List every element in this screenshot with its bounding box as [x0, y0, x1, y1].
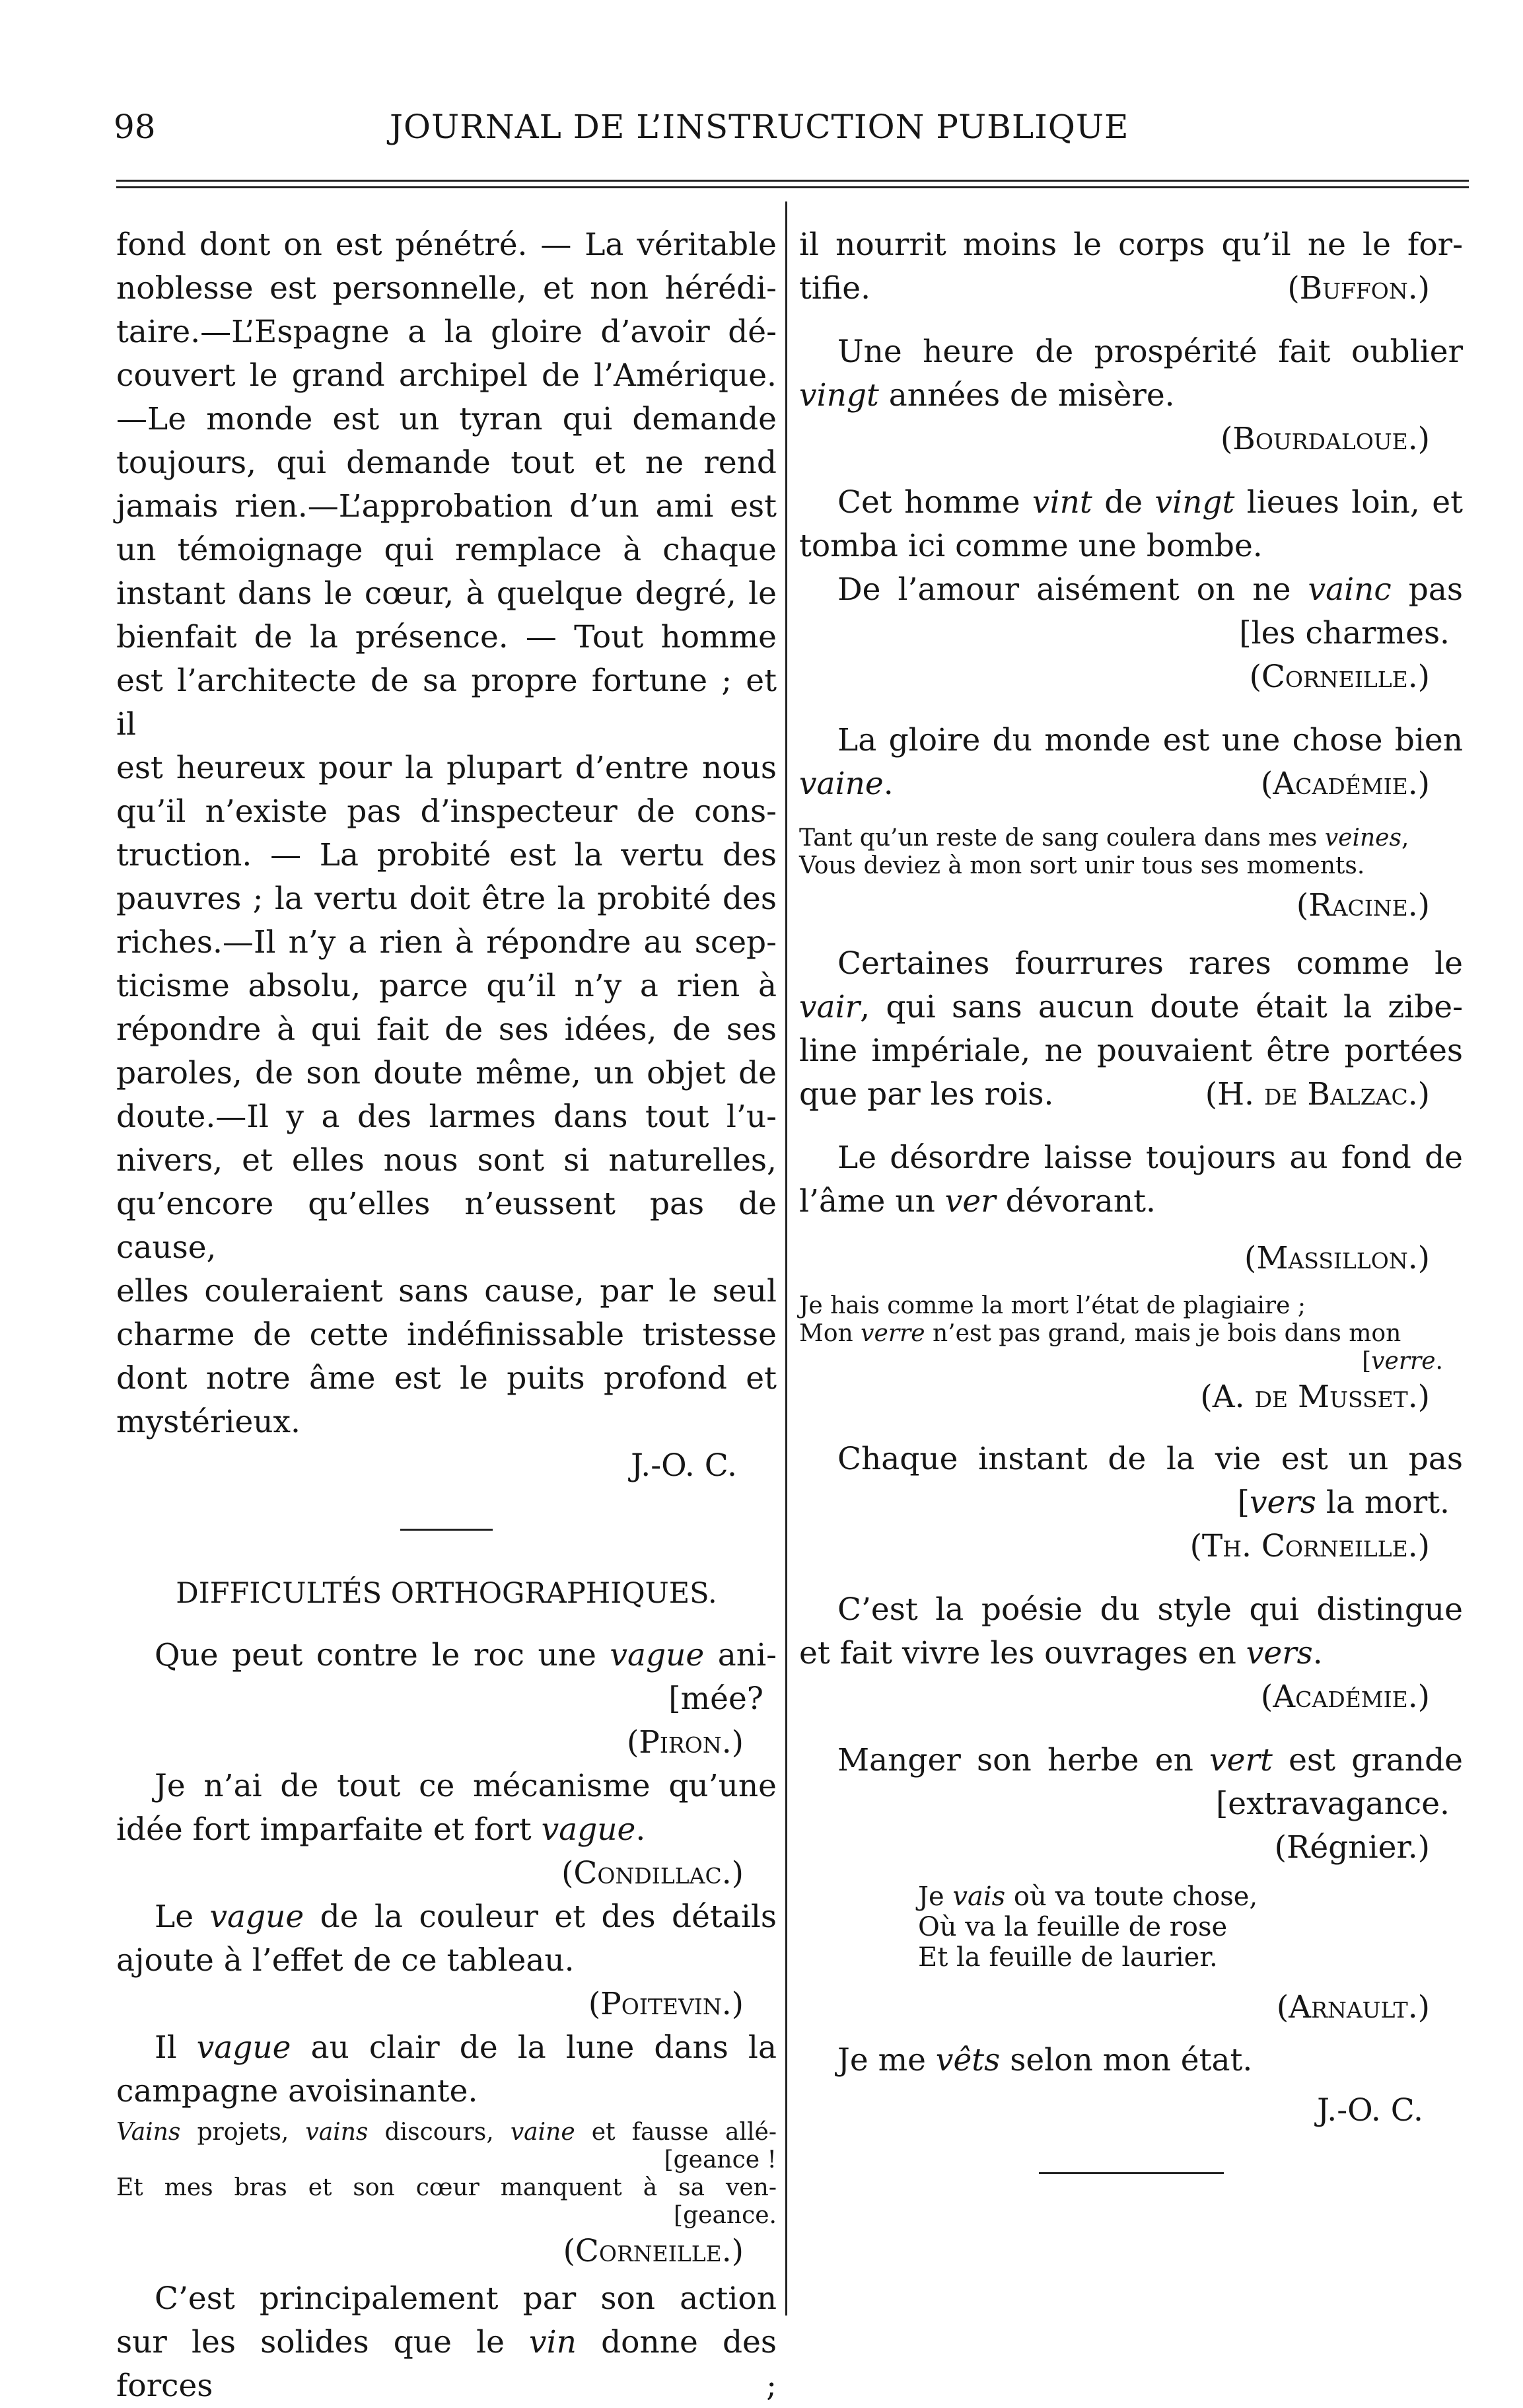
- quote-author: (Th. Corneille.): [1189, 1528, 1430, 1564]
- quote-author: (A. de Musset.): [1200, 1379, 1430, 1415]
- paragraph-line: nivers, et elles nous sont si naturelles,: [116, 1142, 777, 1179]
- quote-author: (Académie.): [1260, 766, 1430, 802]
- quote-author: (Poitevin.): [588, 1986, 744, 2022]
- quote-line: C’est principalement par son action: [155, 2280, 777, 2317]
- continuation-paragraph: [116, 223, 777, 1401]
- quote-continuation: [mée?: [668, 1681, 763, 1717]
- paragraph-line: couvert le grand archipel de l’Amérique.: [116, 357, 777, 394]
- paragraph-line: pauvres ; la vertu doit être la probité des: [116, 881, 777, 917]
- quote-author: (Condillac.): [561, 1855, 744, 1891]
- signature: J.-O. C.: [1317, 2092, 1423, 2129]
- paragraph-line: un témoignage qui remplace à chaque: [116, 532, 777, 568]
- left-column: [116, 223, 777, 2408]
- quote-line: l’âme un ver dévorant.: [799, 1183, 1156, 1220]
- quote-massillon: [799, 1136, 1463, 1280]
- quote-bourdaloue: [799, 330, 1463, 461]
- quote-line: et fait vivre les ouvrages en vers.: [799, 1635, 1323, 1671]
- paragraph-line: qu’encore qu’elles n’eussent pas de cause,: [116, 1186, 777, 1266]
- quote-line: Le vague de la couleur et des détails: [155, 1899, 777, 1935]
- quote-line-with-author: tifie. (Buffon.): [799, 267, 1463, 310]
- quote-line-with-author: que par les rois. (H. de Balzac.): [799, 1073, 1463, 1116]
- right-column: [799, 223, 1463, 2174]
- quote-line: tomba ici comme une bombe.: [799, 528, 1263, 564]
- verse-line: Et mes bras et son cœur manquent à sa ven-: [116, 2174, 777, 2201]
- quote-author: (Racine.): [1296, 887, 1430, 924]
- paragraph-line: est l’architecte de sa propre fortune ; et il: [116, 663, 777, 743]
- paragraph-line: paroles, de son doute même, un objet de: [116, 1055, 777, 1091]
- verse-continuation: [verre.: [1362, 1348, 1443, 1375]
- quote-author: (Corneille.): [1249, 659, 1430, 695]
- quote-line: vair, qui sans aucun doute était la zibe-: [799, 989, 1463, 1025]
- quote-line: campagne avoisinante.: [116, 2073, 478, 2109]
- paragraph-line: est heureux pour la plupart d’entre nous: [116, 750, 777, 786]
- quote-line: sur les solides que le vin donne des forces ;: [116, 2324, 777, 2404]
- quote-th-corneille: [799, 1438, 1463, 1568]
- paragraph-line: dont notre âme est le puits profond et: [116, 1360, 777, 1397]
- poem-line: Je vais où va toute chose,: [918, 1881, 1258, 1912]
- quote-buffon: [799, 223, 1463, 310]
- quote-continuation: [vers la mort.: [1237, 1484, 1450, 1521]
- paragraph-line: doute.—Il y a des larmes dans tout l’u-: [116, 1099, 777, 1135]
- quote-line: Je n’ai de tout ce mécanisme qu’une: [155, 1768, 777, 1804]
- quote-corneille-verse: [116, 2119, 777, 2230]
- quote-line: C’est la poésie du style qui distingue: [837, 1591, 1463, 1628]
- paragraph-line: qu’il n’existe pas d’inspecteur de cons-: [116, 793, 777, 830]
- column-divider: [785, 201, 787, 2316]
- quote-continuation: [les charmes.: [1239, 615, 1450, 651]
- quote-author: (Massillon.): [1244, 1240, 1430, 1276]
- quote-condillac: [116, 1765, 777, 1895]
- end-separator: [1039, 2172, 1224, 2174]
- paragraph-line: —Le monde est un tyran qui demande: [116, 401, 777, 437]
- quote-author: (Corneille.): [563, 2233, 744, 2269]
- quote-corneille: [799, 568, 1463, 699]
- quote-author: (Académie.): [1260, 1679, 1430, 1715]
- verse-continuation: [geance !: [664, 2146, 777, 2173]
- closing-line: Je me vêts selon mon état.: [837, 2042, 1253, 2078]
- quote-balzac: [799, 942, 1463, 1116]
- section-title: DIFFICULTÉS ORTHOGRAPHIQUES.: [176, 1577, 717, 1610]
- quote-line: ajoute à l’effet de ce tableau.: [116, 1942, 575, 1979]
- quote-line-with-author: vaine. (Académie.): [799, 762, 1463, 806]
- quote-vin: [116, 2277, 777, 2408]
- paragraph-last-line: mystérieux.: [116, 1404, 301, 1440]
- poem-line: Et la feuille de laurier.: [918, 1942, 1218, 1973]
- quote-line: il nourrit moins le corps qu’il ne le for-: [799, 227, 1463, 263]
- quote-line: La gloire du monde est une chose bien: [837, 722, 1463, 758]
- quote-line: Le désordre laisse toujours au fond de: [837, 1140, 1463, 1176]
- quote-poitevin: [116, 1895, 777, 2026]
- verse-line: Mon verre n’est pas grand, mais je bois dans mon: [799, 1320, 1401, 1347]
- quote-regnier: [799, 1739, 1463, 1870]
- quote-bombe: [799, 481, 1463, 568]
- paragraph-line: toujours, qui demande tout et ne rend: [116, 445, 777, 481]
- quote-racine: [799, 824, 1463, 880]
- quote-line: Cet homme vint de vingt lieues loin, et: [837, 484, 1463, 521]
- quote-line: Chaque instant de la vie est un pas: [837, 1441, 1463, 1477]
- quote-line: Manger son herbe en vert est grande: [837, 1742, 1463, 1778]
- quote-author: (Régnier.): [1274, 1829, 1430, 1866]
- quote-continuation: [extravagance.: [1215, 1786, 1450, 1822]
- paragraph-line: instant dans le cœur, à quelque degré, le: [116, 575, 777, 612]
- verse-continuation: [geance.: [674, 2202, 777, 2229]
- quote-author: (Bourdaloue.): [1220, 421, 1430, 457]
- verse-line: Je hais comme la mort l’état de plagiaire ;: [799, 1292, 1306, 1319]
- quote-line: line impériale, ne pouvaient être portées: [799, 1033, 1463, 1069]
- quote-author: (H. de Balzac.): [1205, 1076, 1430, 1113]
- quote-line: vingt années de misère.: [799, 377, 1175, 414]
- quote-vague: [116, 2026, 777, 2113]
- paragraph-line: bienfait de la présence. — Tout homme: [116, 619, 777, 655]
- quote-line: Une heure de prospérité fait oublier: [837, 334, 1463, 370]
- quote-academie-1: [799, 719, 1463, 806]
- quote-line: Certaines fourrures rares comme le: [837, 945, 1463, 982]
- verse-line: Tant qu’un reste de sang coulera dans mes veines,: [799, 824, 1409, 852]
- poem-arnault: [918, 1881, 1463, 1973]
- section-separator: [400, 1529, 493, 1531]
- paragraph-line: riches.—Il n’y a rien à répondre au scep-: [116, 924, 777, 961]
- quote-musset: [799, 1292, 1463, 1375]
- quote-piron: [116, 1634, 777, 1765]
- paragraph-line: truction. — La probité est la vertu des: [116, 837, 777, 873]
- paragraph-line: charme de cette indéfinissable tristesse: [116, 1317, 777, 1353]
- quote-line: Il vague au clair de la lune dans la: [155, 2029, 777, 2066]
- header-rule-bottom: [116, 186, 1469, 188]
- quote-author: (Arnault.): [1276, 1989, 1430, 2025]
- paragraph-line: taire.—L’Espagne a la gloire d’avoir dé-: [116, 314, 777, 350]
- paragraph-line: jamais rien.—L’approbation d’un ami est: [116, 488, 777, 525]
- paragraph-line: elles couleraient sans cause, par le seul: [116, 1273, 777, 1309]
- page-number: 98: [114, 108, 156, 146]
- header-rule-top: [116, 180, 1469, 182]
- verse-line: Vous deviez à mon sort unir tous ses moments.: [799, 852, 1365, 879]
- running-title: JOURNAL DE L’INSTRUCTION PUBLIQUE: [390, 108, 1129, 146]
- paragraph-line: répondre à qui fait de ses idées, de ses: [116, 1011, 777, 1048]
- signature: J.-O. C.: [631, 1447, 737, 1484]
- paragraph-line: ticisme absolu, parce qu’il n’y a rien à: [116, 968, 777, 1004]
- quote-line: Que peut contre le roc une vague ani-: [155, 1637, 777, 1673]
- quote-academie-2: [799, 1588, 1463, 1719]
- quote-author: (Buffon.): [1287, 270, 1430, 307]
- paragraph-line: noblesse est personnelle, et non hérédi-: [116, 270, 777, 307]
- quote-author: (Piron.): [626, 1724, 744, 1761]
- verse-line: Vains projets, vains discours, vaine et fausse allé-: [116, 2119, 777, 2146]
- quote-line: idée fort imparfaite et fort vague.: [116, 1811, 646, 1848]
- paragraph-line: fond dont on est pénétré. — La véritable: [116, 227, 777, 263]
- poem-line: Où va la feuille de rose: [918, 1912, 1228, 1942]
- quote-line: De l’amour aisément on ne vainc pas: [837, 571, 1463, 608]
